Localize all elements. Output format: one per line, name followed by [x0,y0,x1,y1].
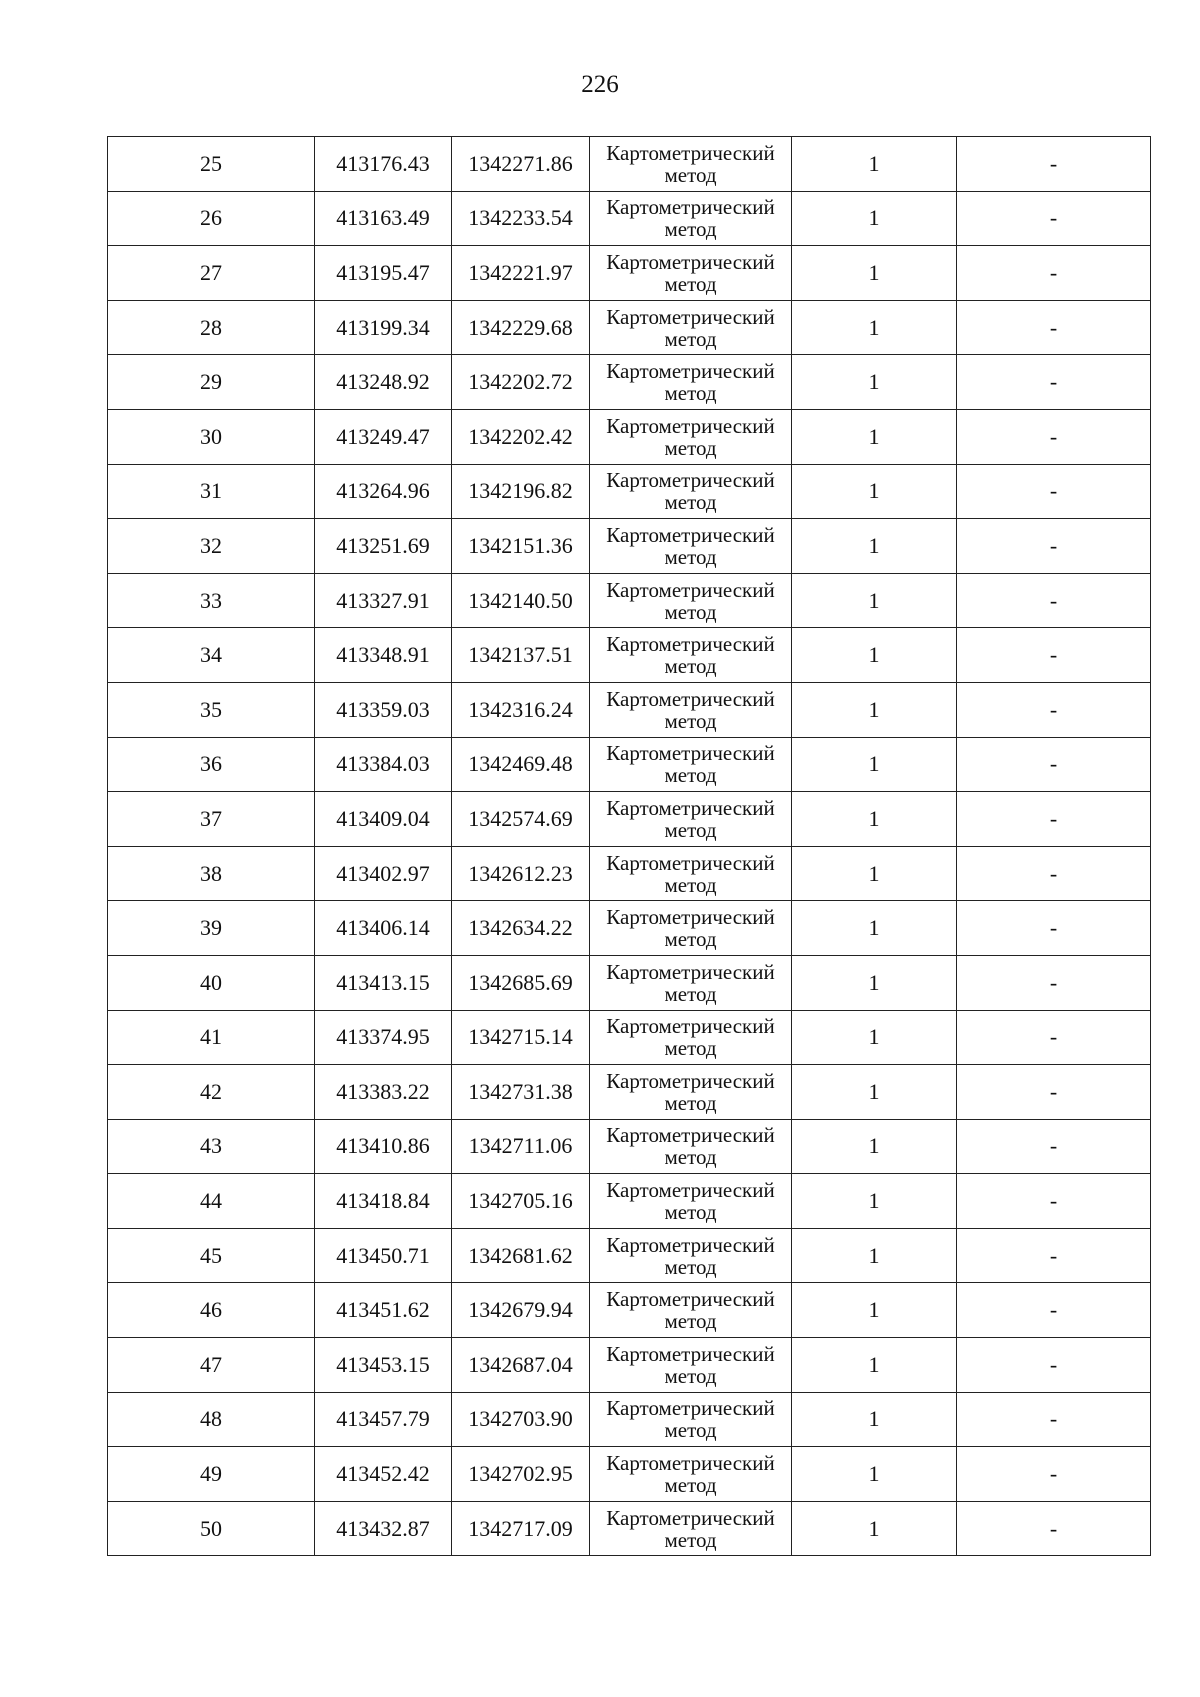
method-line-2: метод [664,927,717,952]
accuracy-cell: 1 [792,955,957,1010]
x-coordinate-cell: 413251.69 [315,519,452,574]
y-coordinate-cell: 1342705.16 [452,1174,590,1229]
accuracy-cell: 1 [792,1065,957,1120]
y-coordinate-cell: 1342703.90 [452,1392,590,1447]
table-row [108,846,1151,901]
accuracy-cell: 1 [792,628,957,683]
method-line-2: метод [664,490,717,515]
point-number-cell: 26 [108,191,315,246]
x-coordinate-cell: 413418.84 [315,1174,452,1229]
x-coordinate-cell: 413163.49 [315,191,452,246]
point-number-cell: 38 [108,846,315,901]
accuracy-cell: 1 [792,355,957,410]
method-line-2: метод [664,1418,717,1443]
table-row [108,737,1151,792]
method-line-1: Картометрический [606,1505,775,1530]
method-line-2: метод [664,381,717,406]
method-cell [590,1501,792,1556]
accuracy-cell: 1 [792,682,957,737]
point-number-cell: 42 [108,1065,315,1120]
x-coordinate-cell: 413264.96 [315,464,452,519]
method-line-1: Картометрический [606,1178,775,1203]
method-cell [590,1010,792,1065]
table-row [108,1283,1151,1338]
method-line-1: Картометрический [606,1287,775,1312]
accuracy-cell: 1 [792,1501,957,1556]
note-cell: - [957,519,1151,574]
method-line-2: метод [664,708,717,733]
method-line-2: метод [664,1473,717,1498]
method-line-2: метод [664,1527,717,1552]
accuracy-cell: 1 [792,1338,957,1393]
y-coordinate-cell: 1342612.23 [452,846,590,901]
method-cell [590,519,792,574]
method-cell [590,737,792,792]
method-cell [590,955,792,1010]
method-line-1: Картометрический [606,1396,775,1421]
note-cell: - [957,1010,1151,1065]
method-cell [590,1065,792,1120]
method-line-1: Картометрический [606,795,775,820]
point-number-cell: 50 [108,1501,315,1556]
table-row [108,246,1151,301]
x-coordinate-cell: 413383.22 [315,1065,452,1120]
method-line-1: Картометрический [606,1451,775,1476]
x-coordinate-cell: 413406.14 [315,901,452,956]
y-coordinate-cell: 1342685.69 [452,955,590,1010]
x-coordinate-cell: 413409.04 [315,792,452,847]
x-coordinate-cell: 413199.34 [315,300,452,355]
method-cell [590,573,792,628]
method-line-1: Картометрический [606,1341,775,1366]
method-line-2: метод [664,763,717,788]
x-coordinate-cell: 413452.42 [315,1447,452,1502]
x-coordinate-cell: 413176.43 [315,137,452,192]
y-coordinate-cell: 1342202.42 [452,409,590,464]
method-line-1: Картометрический [606,249,775,274]
point-number-cell: 40 [108,955,315,1010]
y-coordinate-cell: 1342702.95 [452,1447,590,1502]
method-line-2: метод [664,435,717,460]
method-cell [590,300,792,355]
method-cell [590,137,792,192]
note-cell: - [957,1283,1151,1338]
method-cell [590,1447,792,1502]
method-line-1: Картометрический [606,140,775,165]
table-row [108,901,1151,956]
method-line-2: метод [664,1254,717,1279]
accuracy-cell: 1 [792,573,957,628]
method-cell [590,628,792,683]
method-cell [590,409,792,464]
accuracy-cell: 1 [792,846,957,901]
coordinates-table-body [108,137,1151,1556]
y-coordinate-cell: 1342151.36 [452,519,590,574]
note-cell: - [957,1392,1151,1447]
method-line-1: Картометрический [606,195,775,220]
y-coordinate-cell: 1342137.51 [452,628,590,683]
note-cell: - [957,682,1151,737]
method-line-1: Картометрический [606,632,775,657]
note-cell: - [957,628,1151,683]
point-number-cell: 41 [108,1010,315,1065]
note-cell: - [957,1065,1151,1120]
method-line-2: метод [664,1363,717,1388]
table-row [108,1447,1151,1502]
table-row [108,1338,1151,1393]
table-row [108,1174,1151,1229]
point-number-cell: 48 [108,1392,315,1447]
accuracy-cell: 1 [792,1447,957,1502]
method-cell [590,464,792,519]
y-coordinate-cell: 1342687.04 [452,1338,590,1393]
x-coordinate-cell: 413249.47 [315,409,452,464]
accuracy-cell: 1 [792,1392,957,1447]
accuracy-cell: 1 [792,191,957,246]
method-line-1: Картометрический [606,468,775,493]
method-line-1: Картометрический [606,1014,775,1039]
accuracy-cell: 1 [792,737,957,792]
method-line-2: метод [664,544,717,569]
accuracy-cell: 1 [792,1228,957,1283]
method-line-1: Картометрический [606,1068,775,1093]
x-coordinate-cell: 413248.92 [315,355,452,410]
note-cell: - [957,464,1151,519]
point-number-cell: 34 [108,628,315,683]
y-coordinate-cell: 1342679.94 [452,1283,590,1338]
method-line-2: метод [664,217,717,242]
method-line-2: метод [664,162,717,187]
table-row [108,409,1151,464]
method-line-1: Картометрический [606,577,775,602]
y-coordinate-cell: 1342196.82 [452,464,590,519]
y-coordinate-cell: 1342731.38 [452,1065,590,1120]
point-number-cell: 25 [108,137,315,192]
accuracy-cell: 1 [792,1283,957,1338]
accuracy-cell: 1 [792,246,957,301]
x-coordinate-cell: 413348.91 [315,628,452,683]
x-coordinate-cell: 413453.15 [315,1338,452,1393]
table-row [108,628,1151,683]
x-coordinate-cell: 413451.62 [315,1283,452,1338]
method-line-2: метод [664,1090,717,1115]
x-coordinate-cell: 413359.03 [315,682,452,737]
method-line-1: Картометрический [606,905,775,930]
table-row [108,1010,1151,1065]
method-line-2: метод [664,817,717,842]
method-line-1: Картометрический [606,686,775,711]
point-number-cell: 44 [108,1174,315,1229]
note-cell: - [957,737,1151,792]
x-coordinate-cell: 413457.79 [315,1392,452,1447]
y-coordinate-cell: 1342202.72 [452,355,590,410]
note-cell: - [957,355,1151,410]
x-coordinate-cell: 413374.95 [315,1010,452,1065]
accuracy-cell: 1 [792,519,957,574]
note-cell: - [957,955,1151,1010]
method-cell [590,1338,792,1393]
table-row [108,1065,1151,1120]
y-coordinate-cell: 1342229.68 [452,300,590,355]
x-coordinate-cell: 413432.87 [315,1501,452,1556]
point-number-cell: 29 [108,355,315,410]
x-coordinate-cell: 413450.71 [315,1228,452,1283]
y-coordinate-cell: 1342233.54 [452,191,590,246]
x-coordinate-cell: 413413.15 [315,955,452,1010]
y-coordinate-cell: 1342140.50 [452,573,590,628]
method-cell [590,1119,792,1174]
method-line-1: Картометрический [606,359,775,384]
note-cell: - [957,1228,1151,1283]
note-cell: - [957,1338,1151,1393]
point-number-cell: 27 [108,246,315,301]
table-row [108,191,1151,246]
method-cell [590,1283,792,1338]
method-cell [590,1174,792,1229]
accuracy-cell: 1 [792,901,957,956]
page-number: 226 [581,71,619,98]
accuracy-cell: 1 [792,464,957,519]
note-cell: - [957,1119,1151,1174]
note-cell: - [957,1501,1151,1556]
note-cell: - [957,573,1151,628]
point-number-cell: 39 [108,901,315,956]
accuracy-cell: 1 [792,300,957,355]
point-number-cell: 35 [108,682,315,737]
x-coordinate-cell: 413384.03 [315,737,452,792]
y-coordinate-cell: 1342711.06 [452,1119,590,1174]
table-row [108,1501,1151,1556]
note-cell: - [957,846,1151,901]
method-cell [590,1392,792,1447]
accuracy-cell: 1 [792,137,957,192]
point-number-cell: 36 [108,737,315,792]
accuracy-cell: 1 [792,1010,957,1065]
y-coordinate-cell: 1342221.97 [452,246,590,301]
method-cell [590,846,792,901]
method-line-1: Картометрический [606,1123,775,1148]
method-line-1: Картометрический [606,959,775,984]
method-cell [590,191,792,246]
table-row [108,682,1151,737]
note-cell: - [957,901,1151,956]
method-cell [590,792,792,847]
method-line-1: Картометрический [606,304,775,329]
table-row [108,137,1151,192]
method-line-1: Картометрический [606,1232,775,1257]
method-cell [590,246,792,301]
y-coordinate-cell: 1342681.62 [452,1228,590,1283]
y-coordinate-cell: 1342271.86 [452,137,590,192]
method-line-1: Картометрический [606,741,775,766]
note-cell: - [957,300,1151,355]
method-line-2: метод [664,271,717,296]
table-row [108,1392,1151,1447]
method-line-1: Картометрический [606,522,775,547]
table-row [108,464,1151,519]
x-coordinate-cell: 413402.97 [315,846,452,901]
note-cell: - [957,1174,1151,1229]
point-number-cell: 47 [108,1338,315,1393]
table-row [108,792,1151,847]
method-line-2: метод [664,654,717,679]
table-row [108,1228,1151,1283]
method-cell [590,901,792,956]
y-coordinate-cell: 1342469.48 [452,737,590,792]
y-coordinate-cell: 1342574.69 [452,792,590,847]
method-cell [590,1228,792,1283]
y-coordinate-cell: 1342717.09 [452,1501,590,1556]
accuracy-cell: 1 [792,1119,957,1174]
point-number-cell: 49 [108,1447,315,1502]
coordinates-table [107,136,1151,1556]
x-coordinate-cell: 413195.47 [315,246,452,301]
method-line-2: метод [664,599,717,624]
note-cell: - [957,137,1151,192]
accuracy-cell: 1 [792,409,957,464]
table-row [108,955,1151,1010]
note-cell: - [957,191,1151,246]
table-row [108,1119,1151,1174]
method-line-2: метод [664,1145,717,1170]
method-line-2: метод [664,1200,717,1225]
note-cell: - [957,246,1151,301]
method-line-2: метод [664,872,717,897]
y-coordinate-cell: 1342634.22 [452,901,590,956]
point-number-cell: 46 [108,1283,315,1338]
note-cell: - [957,792,1151,847]
table-row [108,355,1151,410]
note-cell: - [957,1447,1151,1502]
table-row [108,300,1151,355]
x-coordinate-cell: 413327.91 [315,573,452,628]
point-number-cell: 32 [108,519,315,574]
note-cell: - [957,409,1151,464]
point-number-cell: 33 [108,573,315,628]
point-number-cell: 28 [108,300,315,355]
y-coordinate-cell: 1342316.24 [452,682,590,737]
method-line-1: Картометрический [606,850,775,875]
method-line-2: метод [664,981,717,1006]
method-cell [590,355,792,410]
method-line-1: Картометрический [606,413,775,438]
x-coordinate-cell: 413410.86 [315,1119,452,1174]
method-line-2: метод [664,326,717,351]
point-number-cell: 45 [108,1228,315,1283]
point-number-cell: 31 [108,464,315,519]
accuracy-cell: 1 [792,792,957,847]
method-line-2: метод [664,1309,717,1334]
point-number-cell: 30 [108,409,315,464]
point-number-cell: 43 [108,1119,315,1174]
method-line-2: метод [664,1036,717,1061]
table-row [108,573,1151,628]
accuracy-cell: 1 [792,1174,957,1229]
table-row [108,519,1151,574]
point-number-cell: 37 [108,792,315,847]
y-coordinate-cell: 1342715.14 [452,1010,590,1065]
method-cell [590,682,792,737]
